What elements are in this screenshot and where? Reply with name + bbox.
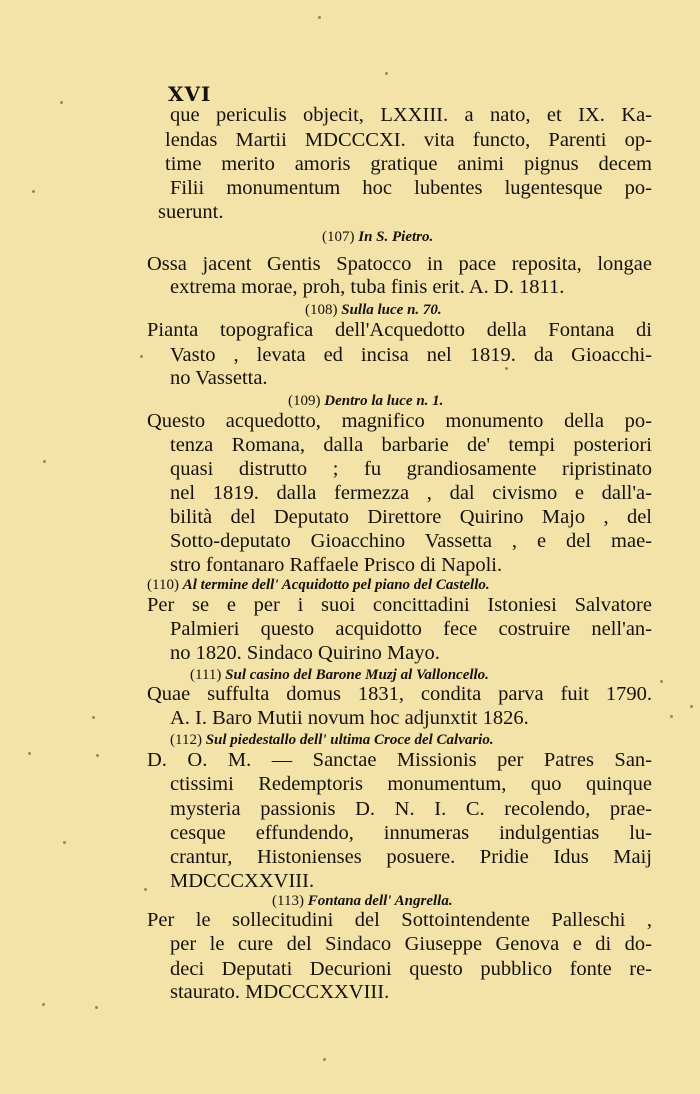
inscription-number: (110) bbox=[147, 577, 179, 593]
paper-speck bbox=[323, 1058, 326, 1061]
text-line: extrema morae, proh, tuba finis erit. A. D. 1811. bbox=[170, 276, 565, 298]
paper-speck bbox=[318, 16, 321, 19]
text-line: deci Deputati Decurioni questo pubblico fonte re- bbox=[170, 958, 652, 980]
paper-speck bbox=[660, 680, 663, 683]
text-line: no 1820. Sindaco Quirino Mayo. bbox=[170, 642, 440, 664]
inscription-heading bbox=[170, 731, 494, 749]
text-line: Quae suffulta domus 1831, condita parva fuit 1790. bbox=[147, 683, 652, 705]
text-line: crantur, Histonienses posuere. Pridie Idus Maij bbox=[170, 846, 652, 868]
paper-speck bbox=[32, 190, 35, 193]
text-line: quasi distrutto ; fu grandiosamente ripristinato bbox=[170, 458, 652, 480]
text-line: bilità del Deputato Direttore Quirino Majo , del bbox=[170, 506, 652, 528]
paper-speck bbox=[505, 367, 508, 370]
text-line: que periculis objecit, LXXIII. a nato, et IX. Ka- bbox=[170, 104, 652, 126]
paper-speck bbox=[92, 716, 95, 719]
text-line: staurato. MDCCCXXVIII. bbox=[170, 981, 390, 1003]
text-line: MDCCCXXVIII. bbox=[170, 870, 315, 892]
text-line: Vasto , levata ed incisa nel 1819. da Gioacchi- bbox=[170, 344, 652, 366]
text-line: suerunt. bbox=[158, 201, 224, 223]
text-line: Filii monumentum hoc lubentes lugentesque po- bbox=[170, 177, 652, 199]
inscription-location: Sulla luce n. 70. bbox=[341, 302, 442, 318]
inscription-number: (108) bbox=[305, 302, 338, 318]
page-number: XVI bbox=[168, 82, 212, 106]
inscription-location: Fontana dell' Angrella. bbox=[307, 893, 453, 909]
inscription-location: Sul piedestallo dell' ultima Croce del Calvario. bbox=[205, 732, 494, 748]
inscription-number: (107) bbox=[322, 229, 355, 245]
paper-speck bbox=[144, 888, 147, 891]
inscription-heading bbox=[288, 392, 443, 410]
inscription-number: (112) bbox=[170, 732, 202, 748]
text-line: Sotto-deputato Gioacchino Vassetta , e del mae- bbox=[170, 530, 652, 552]
inscription-location: Sul casino del Barone Muzj al Valloncello. bbox=[225, 667, 489, 683]
inscription-number: (111) bbox=[190, 667, 222, 683]
paper-speck bbox=[28, 752, 31, 755]
text-line: nel 1819. dalla fermezza , dal civismo e dall'a- bbox=[170, 482, 652, 504]
paper-speck bbox=[670, 715, 673, 718]
paper-speck bbox=[42, 1003, 45, 1006]
text-line: no Vassetta. bbox=[170, 367, 268, 389]
text-line: Palmieri questo acquidotto fece costruire nell'an- bbox=[170, 618, 652, 640]
inscription-heading bbox=[305, 301, 442, 319]
text-line: Per le sollecitudini del Sottointendente Palleschi , bbox=[147, 909, 652, 931]
paper-speck bbox=[140, 355, 143, 358]
text-line: D. O. M. — Sanctae Missionis per Patres San- bbox=[147, 749, 652, 771]
text-line: lendas Martii MDCCCXI. vita functo, Parenti op- bbox=[165, 129, 652, 151]
text-line: cesque effundendo, innumeras indulgentias lu- bbox=[170, 822, 652, 844]
inscription-number: (109) bbox=[288, 393, 321, 409]
text-line: time merito amoris gratique animi pignus decem bbox=[165, 153, 652, 175]
inscription-location: In S. Pietro. bbox=[358, 229, 434, 245]
text-line: Pianta topografica dell'Acquedotto della Fontana di bbox=[147, 319, 652, 341]
paper-speck bbox=[690, 705, 693, 708]
text-line: ctissimi Redemptoris monumentum, quo quinque bbox=[170, 773, 652, 795]
inscription-number: (113) bbox=[272, 893, 304, 909]
text-line: stro fontanaro Raffaele Prisco di Napoli. bbox=[170, 554, 503, 576]
text-line: A. I. Baro Mutii novum hoc adjunxtit 1826. bbox=[170, 707, 529, 729]
paper-speck bbox=[96, 754, 99, 757]
text-line: tenza Romana, dalla barbarie de' tempi posteriori bbox=[170, 434, 652, 456]
inscription-location: Al termine dell' Acquidotto pel piano del Castello. bbox=[182, 577, 490, 593]
paper-speck bbox=[63, 841, 66, 844]
paper-speck bbox=[95, 1006, 98, 1009]
paper-speck bbox=[60, 101, 63, 104]
inscription-heading bbox=[147, 576, 490, 594]
paper-speck bbox=[385, 72, 388, 75]
text-line: Ossa jacent Gentis Spatocco in pace reposita, longae bbox=[147, 253, 652, 275]
inscription-heading bbox=[322, 228, 433, 246]
text-line: per le cure del Sindaco Giuseppe Genova e di do- bbox=[170, 933, 652, 955]
text-line: mysteria passionis D. N. I. C. recolendo, prae- bbox=[170, 798, 652, 820]
text-line: Per se e per i suoi concittadini Istoniesi Salvatore bbox=[147, 594, 652, 616]
paper-speck bbox=[43, 460, 46, 463]
inscription-location: Dentro la luce n. 1. bbox=[324, 393, 444, 409]
text-line: Questo acquedotto, magnifico monumento della po- bbox=[147, 410, 652, 432]
